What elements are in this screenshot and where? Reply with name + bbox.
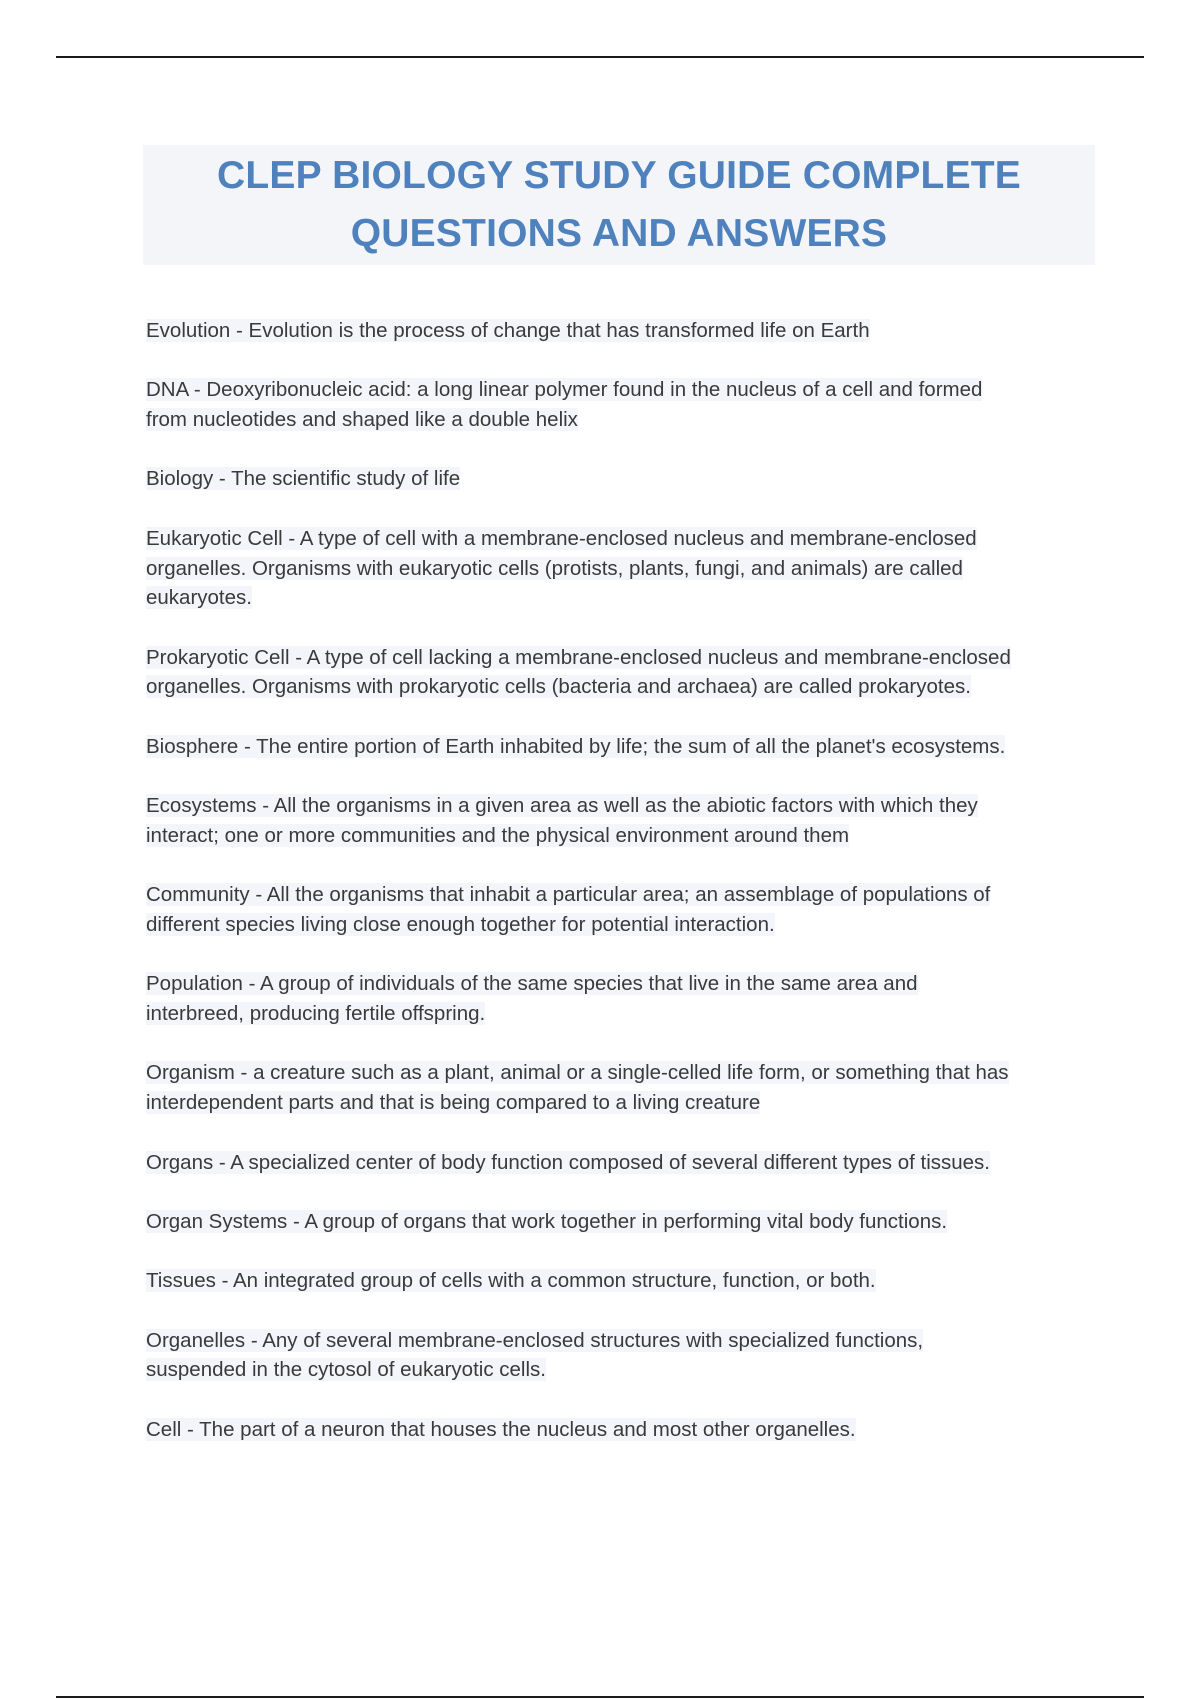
glossary-entry-text: Biology - The scientific study of life	[146, 467, 461, 491]
glossary-entry-line	[146, 464, 1096, 494]
glossary-entry	[146, 375, 1096, 434]
glossary-entry	[146, 643, 1096, 702]
glossary-entry-text: interact; one or more communities and the physical environment around them	[146, 823, 850, 847]
glossary-entry	[146, 732, 1096, 762]
glossary-entry-line	[146, 583, 1096, 613]
glossary-entry-line	[146, 1148, 1096, 1178]
glossary-entry-line	[146, 910, 1096, 940]
glossary-entry	[146, 1148, 1096, 1178]
glossary-entry-line	[146, 1088, 1096, 1118]
glossary-entry-text: Organelles - Any of several membrane-enclosed structures with specialized functions,	[146, 1328, 924, 1352]
glossary-entry-text: interdependent parts and that is being compared to a living creature	[146, 1091, 761, 1115]
glossary-entry	[146, 969, 1096, 1028]
glossary-entry-text: Ecosystems - All the organisms in a given area as well as the abiotic factors with which they	[146, 794, 978, 818]
glossary-entry-text: Organism - a creature such as a plant, animal or a single-celled life form, or something that has	[146, 1061, 1009, 1085]
glossary-entry-text: Organs - A specialized center of body function composed of several different types of tissues.	[146, 1150, 991, 1174]
glossary-entry-line	[146, 524, 1096, 554]
glossary-entry-line	[146, 1207, 1096, 1237]
glossary-entry-line	[146, 1415, 1096, 1445]
glossary-entry-line	[146, 1326, 1096, 1356]
glossary-entry-line	[146, 316, 1096, 346]
glossary-entry-text: suspended in the cytosol of eukaryotic cells.	[146, 1358, 546, 1382]
title-banner	[143, 145, 1095, 265]
glossary-list	[146, 316, 1096, 1474]
glossary-entry-text: organelles. Organisms with eukaryotic cells (protists, plants, fungi, and animals) are called	[146, 556, 963, 580]
glossary-entry-line	[146, 375, 1096, 405]
glossary-entry-text: Prokaryotic Cell - A type of cell lacking a membrane-enclosed nucleus and membrane-enclosed	[146, 645, 1011, 669]
glossary-entry-text: Organ Systems - A group of organs that work together in performing vital body functions.	[146, 1209, 948, 1233]
glossary-entry-line	[146, 821, 1096, 851]
glossary-entry-line	[146, 999, 1096, 1029]
glossary-entry-line	[146, 732, 1096, 762]
glossary-entry-text: Evolution - Evolution is the process of change that has transformed life on Earth	[146, 319, 870, 342]
glossary-entry-line	[146, 672, 1096, 702]
glossary-entry-line	[146, 880, 1096, 910]
footer-rule	[56, 1696, 1144, 1698]
glossary-entry-line	[146, 1266, 1096, 1296]
glossary-entry-text: different species living close enough together for potential interaction.	[146, 912, 775, 936]
glossary-entry-text: Tissues - An integrated group of cells with a common structure, function, or both.	[146, 1269, 876, 1293]
glossary-entry-line	[146, 969, 1096, 999]
glossary-entry-text: Cell - The part of a neuron that houses the nucleus and most other organelles.	[146, 1417, 856, 1441]
document-title-line-2: QUESTIONS AND ANSWERS	[350, 212, 888, 255]
glossary-entry-text: from nucleotides and shaped like a double helix	[146, 408, 578, 432]
glossary-entry	[146, 1207, 1096, 1237]
glossary-entry-line	[146, 405, 1096, 435]
document-title-line-1: CLEP BIOLOGY STUDY GUIDE COMPLETE	[216, 154, 1022, 197]
glossary-entry	[146, 1266, 1096, 1296]
glossary-entry	[146, 1415, 1096, 1445]
glossary-entry-text: DNA - Deoxyribonucleic acid: a long linear polymer found in the nucleus of a cell and formed	[146, 378, 983, 402]
glossary-entry-text: Community - All the organisms that inhabit a particular area; an assemblage of populations of	[146, 883, 991, 907]
glossary-entry-text: Eukaryotic Cell - A type of cell with a membrane-enclosed nucleus and membrane-enclosed	[146, 526, 977, 550]
glossary-entry-text: interbreed, producing fertile offspring.	[146, 1002, 486, 1026]
glossary-entry	[146, 1326, 1096, 1385]
glossary-entry	[146, 880, 1096, 939]
glossary-entry-text: Population - A group of individuals of the same species that live in the same area and	[146, 972, 918, 996]
glossary-entry	[146, 464, 1096, 494]
glossary-entry-line	[146, 554, 1096, 584]
glossary-entry-line	[146, 1355, 1096, 1385]
glossary-entry	[146, 524, 1096, 613]
glossary-entry-text: eukaryotes.	[146, 586, 252, 610]
header-rule	[56, 56, 1144, 58]
glossary-entry	[146, 791, 1096, 850]
glossary-entry-line	[146, 791, 1096, 821]
glossary-entry-line	[146, 1058, 1096, 1088]
glossary-entry-text: Biosphere - The entire portion of Earth inhabited by life; the sum of all the planet's ecosystems.	[146, 734, 1006, 758]
glossary-entry-text: organelles. Organisms with prokaryotic cells (bacteria and archaea) are called prokaryotes.	[146, 675, 971, 699]
glossary-entry-line	[146, 643, 1096, 673]
glossary-entry	[146, 316, 1096, 346]
glossary-entry	[146, 1058, 1096, 1117]
